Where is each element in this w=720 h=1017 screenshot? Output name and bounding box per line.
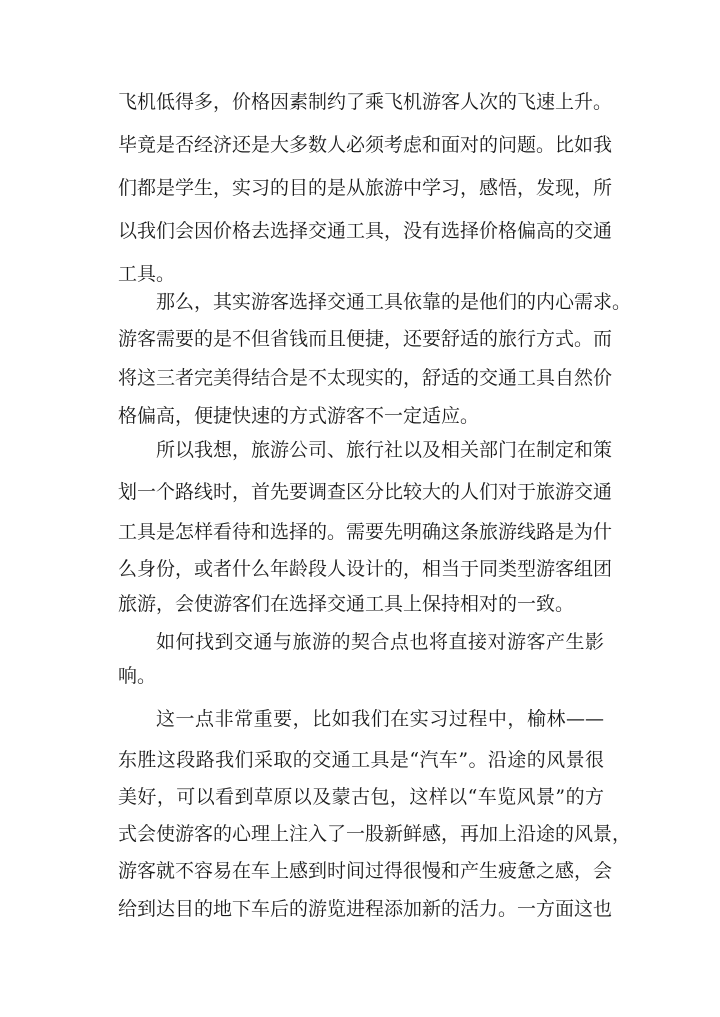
text-line: 这一点非常重要，比如我们在实习过程中，榆林—— (156, 708, 604, 730)
text-line: 那么，其实游客选择交通工具依靠的是他们的内心需求。 (156, 291, 632, 313)
text-line: 划一个路线时，首先要调查区分比较大的人们对于旅游交通 (118, 481, 613, 503)
text-line: 游客需要的是不但省钱而且便捷，还要舒适的旅行方式。而 (118, 328, 613, 350)
text-line: 美好，可以看到草原以及蒙古包，这样以“车览风景”的方 (118, 786, 604, 808)
text-line: 游客就不容易在车上感到时间过得很慢和产生疲惫之感，会 (118, 860, 613, 882)
text-line: 东胜这段路我们采取的交通工具是“汽车”。沿途的风景很 (118, 749, 604, 771)
text-line: 将这三者完美得结合是不太现实的，舒适的交通工具自然价 (118, 367, 613, 389)
text-line: 式会使游客的心理上注入了一股新鲜感，再加上沿途的风景， (118, 823, 632, 845)
text-line: 所以我想，旅游公司、旅行社以及相关部门在制定和策 (156, 439, 613, 461)
text-line: 格偏高，便捷快速的方式游客不一定适应。 (118, 405, 480, 427)
text-line: 如何找到交通与旅游的契合点也将直接对游客产生影 (156, 631, 604, 653)
text-line: 毕竟是否经济还是大多数人必须考虑和面对的问题。比如我 (118, 134, 613, 156)
text-line: 飞机低得多，价格因素制约了乘飞机游客人次的飞速上升。 (118, 91, 613, 113)
text-line: 工具。 (118, 263, 176, 285)
text-line: 给到达目的地下车后的游览进程添加新的活力。一方面这也 (118, 898, 613, 920)
text-line: 么身份，或者什么年龄段人设计的，相当于同类型游客组团 (118, 558, 613, 580)
text-line: 响。 (118, 665, 157, 687)
text-line: 们都是学生，实习的目的是从旅游中学习，感悟，发现，所 (118, 177, 613, 199)
text-line: 工具是怎样看待和选择的。需要先明确这条旅游线路是为什 (118, 521, 613, 543)
text-line: 以我们会因价格去选择交通工具，没有选择价格偏高的交通 (118, 220, 613, 242)
text-line: 旅游，会使游客们在选择交通工具上保持相对的一致。 (118, 593, 575, 615)
